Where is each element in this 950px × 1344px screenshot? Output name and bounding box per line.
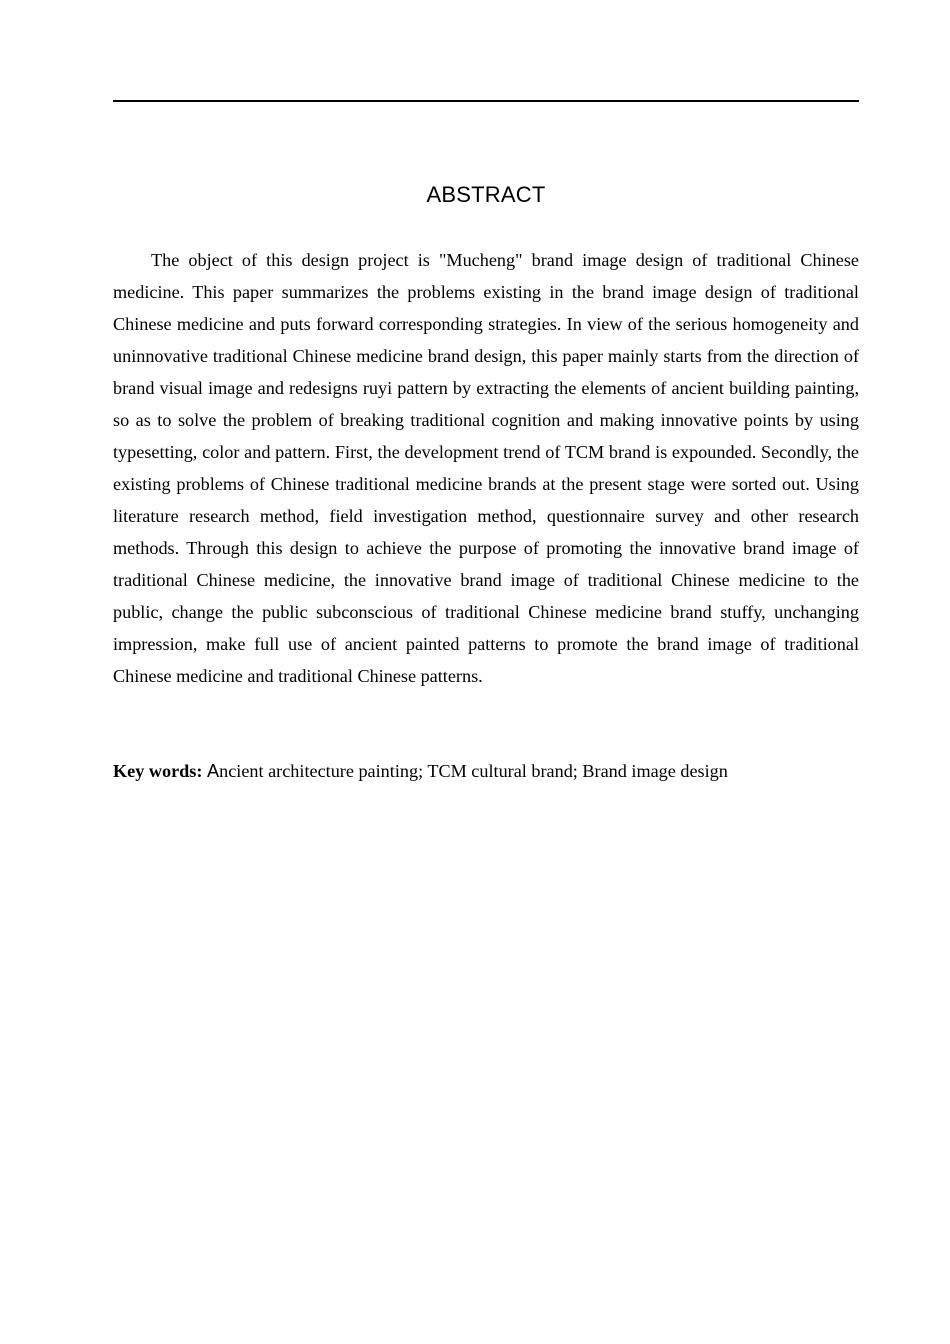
keywords-label: Key words: xyxy=(113,761,203,781)
keywords-text: ncient architecture painting; TCM cultural brand; Brand image design xyxy=(219,761,728,781)
keywords-line xyxy=(113,755,859,787)
keywords-first-letter: A xyxy=(206,761,220,781)
header-rule xyxy=(113,100,859,102)
abstract-title: ABSTRACT xyxy=(426,182,546,207)
abstract-body: The object of this design project is "Mucheng" brand image design of traditional Chinese medicine. This paper summarizes the problems existing in the brand image design of traditional Chinese medicine and puts forward corresponding strategies. In view of the serious homogeneity and uninnovative traditional Chinese medicine brand design, this paper mainly starts from the direction of brand visual image and redesigns ruyi pattern by extracting the elements of ancient building painting, so as to solve the problem of breaking traditional cognition and making innovative points by using typesetting, color and pattern. First, the development trend of TCM brand is expounded. Secondly, the existing problems of Chinese traditional medicine brands at the present stage were sorted out. Using literature research method, field investigation method, questionnaire survey and other research methods. Through this design to achieve the purpose of promoting the innovative brand image of traditional Chinese medicine, the innovative brand image of traditional Chinese medicine to the public, change the public subconscious of traditional Chinese medicine brand stuffy, unchanging impression, make full use of ancient painted patterns to promote the brand image of traditional Chinese medicine and traditional Chinese patterns. xyxy=(113,250,859,686)
